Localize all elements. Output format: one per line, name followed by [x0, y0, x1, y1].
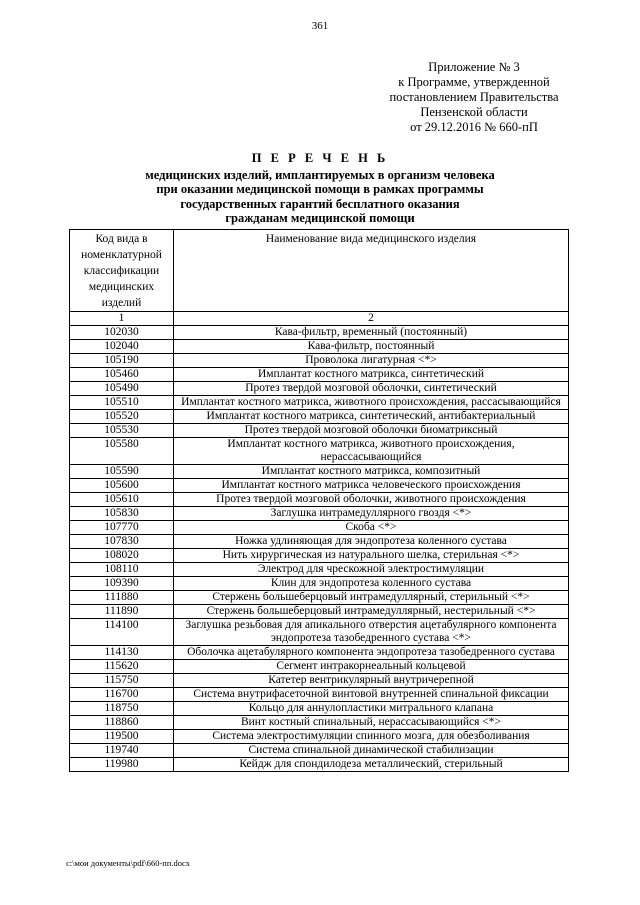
device-code: 118750 — [70, 702, 174, 716]
device-code: 114130 — [70, 646, 174, 660]
device-name: Система внутрифасеточной винтовой внутренней спинальной фиксации — [174, 688, 569, 702]
device-code: 115750 — [70, 674, 174, 688]
appendix-line: Пензенской области — [420, 105, 528, 119]
device-code: 105460 — [70, 368, 174, 382]
device-code: 105190 — [70, 354, 174, 368]
device-code: 105590 — [70, 465, 174, 479]
device-name: Имплантат костного матрикса, синтетический, антибактериальный — [174, 410, 569, 424]
device-code: 105600 — [70, 479, 174, 493]
table-row — [70, 438, 569, 465]
file-path-footer: c:\мои документы\pdf\660-пп.docx — [66, 858, 191, 868]
device-name: Катетер вентрикулярный внутричерепной — [174, 674, 569, 688]
appendix-line: постановлением Правительства — [389, 90, 559, 104]
device-name: Стержень большеберцовый интрамедуллярный, стерильный <*> — [174, 591, 569, 605]
device-code: 111880 — [70, 591, 174, 605]
table-row — [70, 424, 569, 438]
table-row — [70, 326, 569, 340]
device-name: Система спинальной динамической стабилизации — [174, 744, 569, 758]
device-code: 111890 — [70, 605, 174, 619]
table-row — [70, 758, 569, 772]
table-row — [70, 591, 569, 605]
table-row — [70, 577, 569, 591]
device-name: Ножка удлиняющая для эндопротеза коленного сустава — [174, 535, 569, 549]
title-line: медицинских изделий, имплантируемых в организм человека — [145, 167, 495, 182]
device-name: Сегмент интракорнеальный кольцевой — [174, 660, 569, 674]
title-line: гражданам медицинской помощи — [225, 211, 415, 225]
device-name: Кейдж для спондилодеза металлический, стерильный — [174, 758, 569, 772]
device-code: 102030 — [70, 326, 174, 340]
device-code: 105610 — [70, 493, 174, 507]
table-row — [70, 702, 569, 716]
table-row — [70, 563, 569, 577]
table-row — [70, 354, 569, 368]
table-row — [70, 674, 569, 688]
device-code: 116700 — [70, 688, 174, 702]
document-title — [120, 151, 520, 226]
device-code: 105490 — [70, 382, 174, 396]
device-name: Имплантат костного матрикса, композитный — [174, 465, 569, 479]
table-row — [70, 730, 569, 744]
device-code: 107770 — [70, 521, 174, 535]
title-line: государственных гарантий бесплатного оказания — [180, 196, 460, 211]
table-row — [70, 507, 569, 521]
device-name: Кольцо для аннулопластики митрального клапана — [174, 702, 569, 716]
device-name: Нить хирургическая из натурального шелка, стерильная <*> — [174, 549, 569, 563]
device-code: 119740 — [70, 744, 174, 758]
table-row — [70, 549, 569, 563]
device-code: 114100 — [70, 619, 174, 646]
device-name: Клин для эндопротеза коленного сустава — [174, 577, 569, 591]
device-code: 105830 — [70, 507, 174, 521]
table-row — [70, 716, 569, 730]
device-name: Имплантат костного матрикса человеческого происхождения — [174, 479, 569, 493]
device-name: Протез твердой мозговой оболочки биоматриксный — [174, 424, 569, 438]
device-name: Скоба <*> — [174, 521, 569, 535]
title-line: при оказании медицинской помощи в рамках программы — [156, 182, 484, 196]
device-name: Кава-фильтр, временный (постоянный) — [174, 326, 569, 340]
device-name: Протез твердой мозговой оболочки, синтетический — [174, 382, 569, 396]
device-code: 115620 — [70, 660, 174, 674]
device-name: Заглушка интрамедуллярного гвоздя <*> — [174, 507, 569, 521]
device-code: 119500 — [70, 730, 174, 744]
device-name: Имплантат костного матрикса, синтетический — [174, 368, 569, 382]
device-name: Винт костный спинальный, нерассасывающийся <*> — [174, 716, 569, 730]
table-row — [70, 465, 569, 479]
appendix-line: от 29.12.2016 № 660-пП — [410, 120, 538, 134]
table-row — [70, 605, 569, 619]
table-header-row — [70, 230, 569, 312]
device-code: 105510 — [70, 396, 174, 410]
device-code: 107830 — [70, 535, 174, 549]
device-name: Кава-фильтр, постоянный — [174, 340, 569, 354]
table-row — [70, 340, 569, 354]
device-code: 109390 — [70, 577, 174, 591]
device-code: 118860 — [70, 716, 174, 730]
medical-devices-table — [69, 229, 569, 772]
numbering-cell: 2 — [174, 312, 569, 326]
table-row — [70, 368, 569, 382]
appendix-line: к Программе, утвержденной — [398, 75, 550, 89]
device-name: Стержень большеберцовый интрамедуллярный, нестерильный <*> — [174, 605, 569, 619]
table-row — [70, 744, 569, 758]
table-row — [70, 410, 569, 424]
table-row — [70, 396, 569, 410]
device-name: Заглушка резьбовая для апикального отверстия ацетабулярного компонента эндопротеза тазобедренного сустава <*> — [174, 619, 569, 646]
device-name: Проволока лигатурная <*> — [174, 354, 569, 368]
header-name: Наименование вида медицинского изделия — [174, 230, 569, 312]
device-code: 108020 — [70, 549, 174, 563]
page-number: 361 — [311, 20, 329, 32]
numbering-row — [70, 312, 569, 326]
table-row — [70, 521, 569, 535]
table-row — [70, 619, 569, 646]
table-row — [70, 535, 569, 549]
device-code: 108110 — [70, 563, 174, 577]
device-code: 119980 — [70, 758, 174, 772]
appendix-line: Приложение № 3 — [428, 60, 520, 74]
device-name: Имплантат костного матрикса, животного происхождения, рассасывающийся — [174, 396, 569, 410]
table-row — [70, 688, 569, 702]
device-name: Система электростимуляции спинного мозга, для обезболивания — [174, 730, 569, 744]
table-row — [70, 660, 569, 674]
device-code: 105580 — [70, 438, 174, 465]
title-heading: П Е Р Е Ч Е Н Ь — [251, 151, 389, 165]
appendix-header — [378, 60, 570, 135]
device-name: Оболочка ацетабулярного компонента эндопротеза тазобедренного сустава — [174, 646, 569, 660]
table-row — [70, 479, 569, 493]
table-row — [70, 493, 569, 507]
device-code: 105520 — [70, 410, 174, 424]
device-name: Имплантат костного матрикса, животного происхождения, нерассасывающийся — [174, 438, 569, 465]
device-code: 105530 — [70, 424, 174, 438]
table-row — [70, 646, 569, 660]
table-row — [70, 382, 569, 396]
device-name: Протез твердой мозговой оболочки, животного происхождения — [174, 493, 569, 507]
device-name: Электрод для чрескожной электростимуляции — [174, 563, 569, 577]
header-code: Код вида в номенклатурной классификации медицинских изделий — [70, 230, 174, 312]
numbering-cell: 1 — [70, 312, 174, 326]
device-code: 102040 — [70, 340, 174, 354]
